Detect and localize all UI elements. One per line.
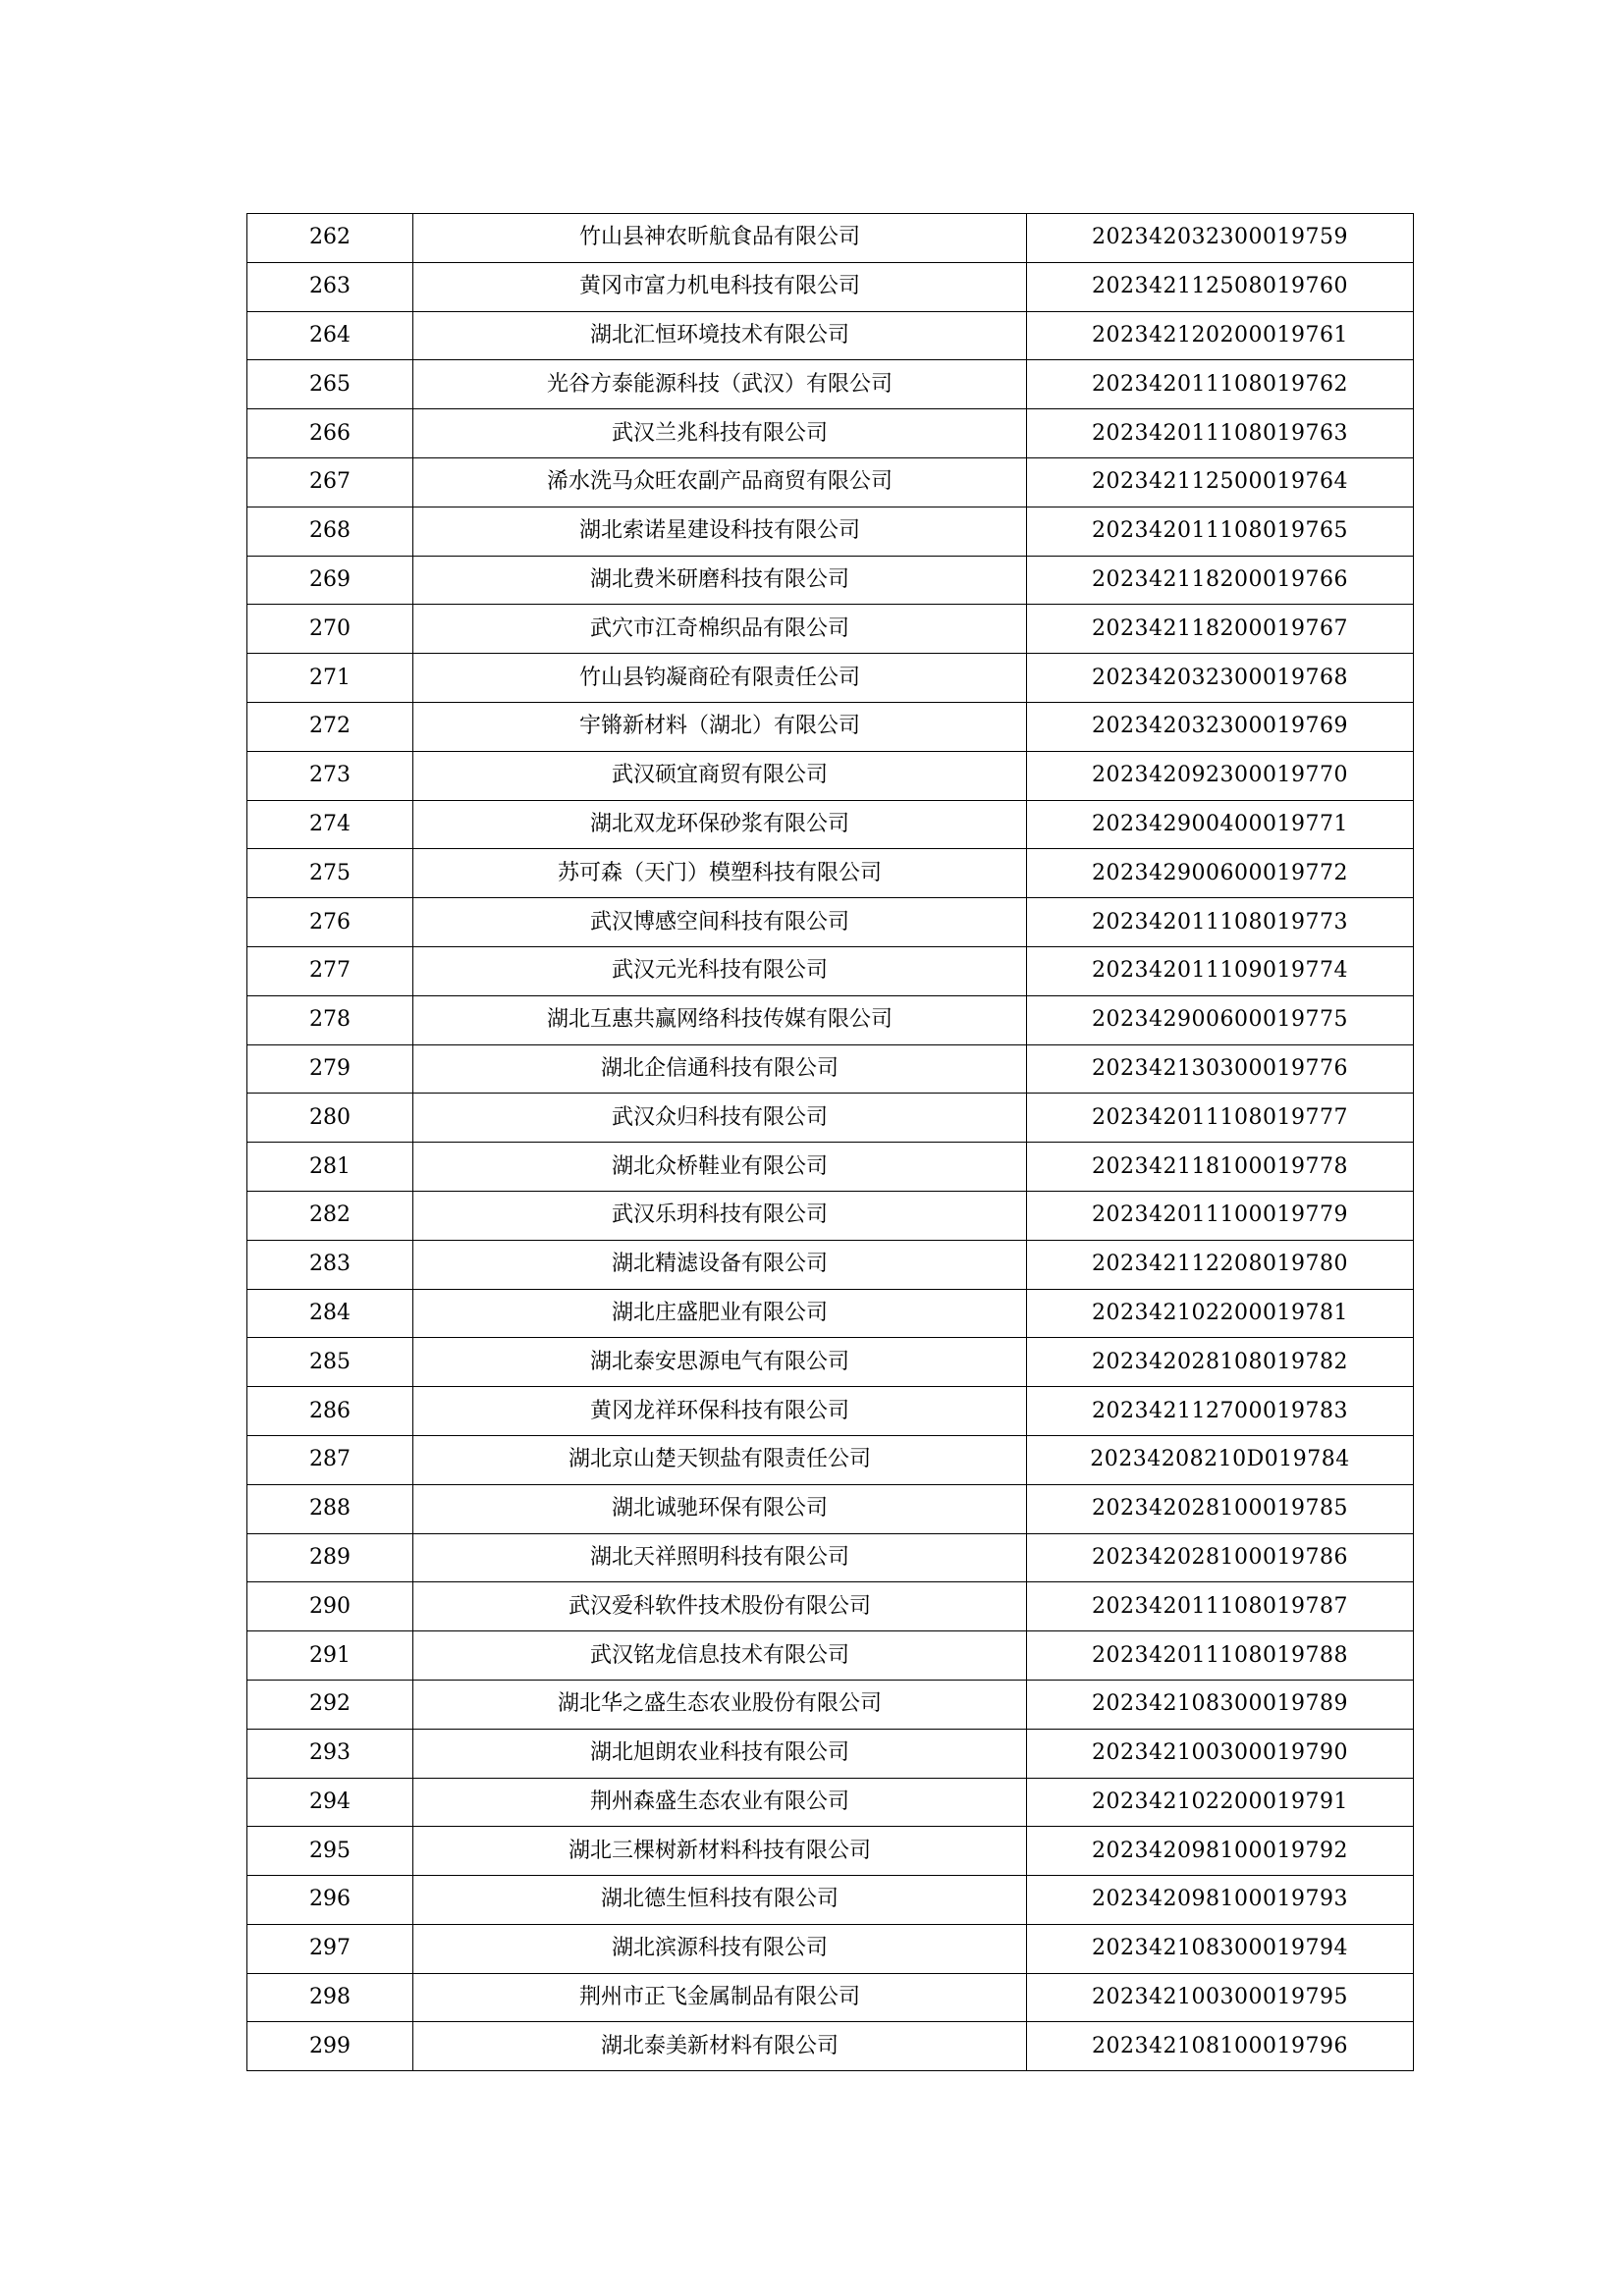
row-number-cell: 288 (247, 1484, 413, 1533)
row-number-cell: 293 (247, 1729, 413, 1778)
table-row (247, 800, 1414, 849)
table-row (247, 1387, 1414, 1436)
row-number-cell: 272 (247, 702, 413, 751)
company-name-cell: 湖北天祥照明科技有限公司 (413, 1533, 1027, 1582)
registration-code-cell: 202342118100019778 (1027, 1143, 1414, 1192)
table-row (247, 1778, 1414, 1827)
row-number-cell: 262 (247, 214, 413, 263)
company-name-cell: 荆州森盛生态农业有限公司 (413, 1778, 1027, 1827)
row-number-cell: 274 (247, 800, 413, 849)
registration-code-cell: 202342011108019777 (1027, 1094, 1414, 1143)
registration-code-cell: 202342108300019789 (1027, 1680, 1414, 1729)
registration-code-cell: 202342028108019782 (1027, 1338, 1414, 1387)
row-number-cell: 276 (247, 898, 413, 947)
row-number-cell: 291 (247, 1631, 413, 1681)
table-row (247, 1631, 1414, 1681)
table-row (247, 360, 1414, 409)
registration-code-cell: 202342112500019764 (1027, 457, 1414, 507)
row-number-cell: 263 (247, 262, 413, 311)
table-row (247, 507, 1414, 556)
row-number-cell: 296 (247, 1876, 413, 1925)
registration-code-cell: 202342011108019765 (1027, 507, 1414, 556)
company-name-cell: 武汉兰兆科技有限公司 (413, 409, 1027, 458)
registration-code-cell: 202342108100019796 (1027, 2022, 1414, 2071)
row-number-cell: 287 (247, 1435, 413, 1484)
row-number-cell: 275 (247, 849, 413, 898)
registration-code-cell: 202342011108019787 (1027, 1582, 1414, 1631)
company-name-cell: 湖北汇恒环境技术有限公司 (413, 311, 1027, 360)
row-number-cell: 286 (247, 1387, 413, 1436)
table-row (247, 1338, 1414, 1387)
registration-code-cell: 202342900400019771 (1027, 800, 1414, 849)
registration-code-cell: 202342011109019774 (1027, 946, 1414, 995)
registration-code-cell: 202342120200019761 (1027, 311, 1414, 360)
company-name-cell: 湖北三棵树新材料科技有限公司 (413, 1827, 1027, 1876)
registration-code-cell: 202342112508019760 (1027, 262, 1414, 311)
row-number-cell: 279 (247, 1044, 413, 1094)
table-row (247, 654, 1414, 703)
row-number-cell: 292 (247, 1680, 413, 1729)
company-name-cell: 湖北泰美新材料有限公司 (413, 2022, 1027, 2071)
row-number-cell: 295 (247, 1827, 413, 1876)
registration-code-cell: 202342011108019763 (1027, 409, 1414, 458)
registration-code-cell: 202342100300019790 (1027, 1729, 1414, 1778)
table-row (247, 1533, 1414, 1582)
company-name-cell: 湖北滨源科技有限公司 (413, 1924, 1027, 1973)
table-row (247, 1973, 1414, 2022)
table-row (247, 1044, 1414, 1094)
table-row (247, 995, 1414, 1044)
table-row (247, 1191, 1414, 1240)
registration-code-cell: 202342032300019759 (1027, 214, 1414, 263)
row-number-cell: 294 (247, 1778, 413, 1827)
table-row (247, 605, 1414, 654)
table-row (247, 849, 1414, 898)
row-number-cell: 264 (247, 311, 413, 360)
row-number-cell: 283 (247, 1240, 413, 1289)
row-number-cell: 270 (247, 605, 413, 654)
company-name-cell: 湖北庄盛肥业有限公司 (413, 1289, 1027, 1338)
table-body (247, 214, 1414, 2071)
table-row (247, 1240, 1414, 1289)
registration-code-cell: 202342112208019780 (1027, 1240, 1414, 1289)
registration-code-cell: 20234208210D019784 (1027, 1435, 1414, 1484)
company-name-cell: 武汉博感空间科技有限公司 (413, 898, 1027, 947)
company-name-cell: 竹山县钧凝商砼有限责任公司 (413, 654, 1027, 703)
company-name-cell: 武穴市江奇棉织品有限公司 (413, 605, 1027, 654)
company-name-cell: 武汉铭龙信息技术有限公司 (413, 1631, 1027, 1681)
registration-code-cell: 202342092300019770 (1027, 751, 1414, 800)
table-row (247, 409, 1414, 458)
table-row (247, 2022, 1414, 2071)
registration-code-cell: 202342098100019793 (1027, 1876, 1414, 1925)
registration-code-cell: 202342102200019781 (1027, 1289, 1414, 1338)
table-row (247, 946, 1414, 995)
company-name-cell: 武汉众归科技有限公司 (413, 1094, 1027, 1143)
row-number-cell: 273 (247, 751, 413, 800)
company-name-cell: 湖北众桥鞋业有限公司 (413, 1143, 1027, 1192)
row-number-cell: 278 (247, 995, 413, 1044)
registration-code-cell: 202342032300019768 (1027, 654, 1414, 703)
table-row (247, 1582, 1414, 1631)
row-number-cell: 290 (247, 1582, 413, 1631)
table-row (247, 702, 1414, 751)
registration-code-cell: 202342130300019776 (1027, 1044, 1414, 1094)
registration-code-cell: 202342011108019773 (1027, 898, 1414, 947)
registration-code-cell: 202342100300019795 (1027, 1973, 1414, 2022)
registration-code-cell: 202342118200019767 (1027, 605, 1414, 654)
company-name-cell: 湖北泰安思源电气有限公司 (413, 1338, 1027, 1387)
row-number-cell: 268 (247, 507, 413, 556)
table-row (247, 1729, 1414, 1778)
company-name-cell: 竹山县神农昕航食品有限公司 (413, 214, 1027, 263)
row-number-cell: 284 (247, 1289, 413, 1338)
company-name-cell: 荆州市正飞金属制品有限公司 (413, 1973, 1027, 2022)
table-row (247, 1289, 1414, 1338)
company-name-cell: 湖北德生恒科技有限公司 (413, 1876, 1027, 1925)
company-name-cell: 武汉硕宜商贸有限公司 (413, 751, 1027, 800)
table-row (247, 457, 1414, 507)
row-number-cell: 297 (247, 1924, 413, 1973)
company-name-cell: 湖北费米研磨科技有限公司 (413, 556, 1027, 605)
registration-code-cell: 202342900600019775 (1027, 995, 1414, 1044)
registration-code-cell: 202342112700019783 (1027, 1387, 1414, 1436)
company-name-cell: 湖北互惠共赢网络科技传媒有限公司 (413, 995, 1027, 1044)
company-name-cell: 湖北诚驰环保有限公司 (413, 1484, 1027, 1533)
table-row (247, 1924, 1414, 1973)
table-row (247, 1484, 1414, 1533)
company-name-cell: 湖北双龙环保砂浆有限公司 (413, 800, 1027, 849)
table-row (247, 1435, 1414, 1484)
company-name-cell: 湖北华之盛生态农业股份有限公司 (413, 1680, 1027, 1729)
company-name-cell: 宇锵新材料（湖北）有限公司 (413, 702, 1027, 751)
row-number-cell: 281 (247, 1143, 413, 1192)
row-number-cell: 299 (247, 2022, 413, 2071)
registration-code-cell: 202342118200019766 (1027, 556, 1414, 605)
company-name-cell: 湖北旭朗农业科技有限公司 (413, 1729, 1027, 1778)
company-name-cell: 浠水洗马众旺农副产品商贸有限公司 (413, 457, 1027, 507)
registration-code-cell: 202342108300019794 (1027, 1924, 1414, 1973)
company-name-cell: 武汉爱科软件技术股份有限公司 (413, 1582, 1027, 1631)
registration-code-cell: 202342900600019772 (1027, 849, 1414, 898)
row-number-cell: 298 (247, 1973, 413, 2022)
table-row (247, 1827, 1414, 1876)
table-row (247, 898, 1414, 947)
table-row (247, 751, 1414, 800)
row-number-cell: 285 (247, 1338, 413, 1387)
table-row (247, 214, 1414, 263)
row-number-cell: 266 (247, 409, 413, 458)
row-number-cell: 265 (247, 360, 413, 409)
company-name-cell: 湖北精滤设备有限公司 (413, 1240, 1027, 1289)
company-name-cell: 黄冈龙祥环保科技有限公司 (413, 1387, 1027, 1436)
company-name-cell: 苏可森（天门）模塑科技有限公司 (413, 849, 1027, 898)
row-number-cell: 271 (247, 654, 413, 703)
table-row (247, 1094, 1414, 1143)
registration-code-cell: 202342102200019791 (1027, 1778, 1414, 1827)
table-row (247, 262, 1414, 311)
company-name-cell: 武汉元光科技有限公司 (413, 946, 1027, 995)
registration-code-cell: 202342098100019792 (1027, 1827, 1414, 1876)
registration-code-cell: 202342011100019779 (1027, 1191, 1414, 1240)
company-name-cell: 湖北索诺星建设科技有限公司 (413, 507, 1027, 556)
registration-code-cell: 202342011108019762 (1027, 360, 1414, 409)
company-registry-table (246, 213, 1414, 2071)
registration-code-cell: 202342011108019788 (1027, 1631, 1414, 1681)
registration-code-cell: 202342028100019785 (1027, 1484, 1414, 1533)
company-name-cell: 黄冈市富力机电科技有限公司 (413, 262, 1027, 311)
table-row (247, 1143, 1414, 1192)
registration-code-cell: 202342032300019769 (1027, 702, 1414, 751)
registration-code-cell: 202342028100019786 (1027, 1533, 1414, 1582)
company-name-cell: 武汉乐玥科技有限公司 (413, 1191, 1027, 1240)
company-name-cell: 光谷方泰能源科技（武汉）有限公司 (413, 360, 1027, 409)
row-number-cell: 289 (247, 1533, 413, 1582)
table-row (247, 311, 1414, 360)
row-number-cell: 267 (247, 457, 413, 507)
table-row (247, 1680, 1414, 1729)
company-name-cell: 湖北企信通科技有限公司 (413, 1044, 1027, 1094)
table-row (247, 556, 1414, 605)
row-number-cell: 269 (247, 556, 413, 605)
table-row (247, 1876, 1414, 1925)
company-name-cell: 湖北京山楚天钡盐有限责任公司 (413, 1435, 1027, 1484)
row-number-cell: 277 (247, 946, 413, 995)
row-number-cell: 282 (247, 1191, 413, 1240)
row-number-cell: 280 (247, 1094, 413, 1143)
